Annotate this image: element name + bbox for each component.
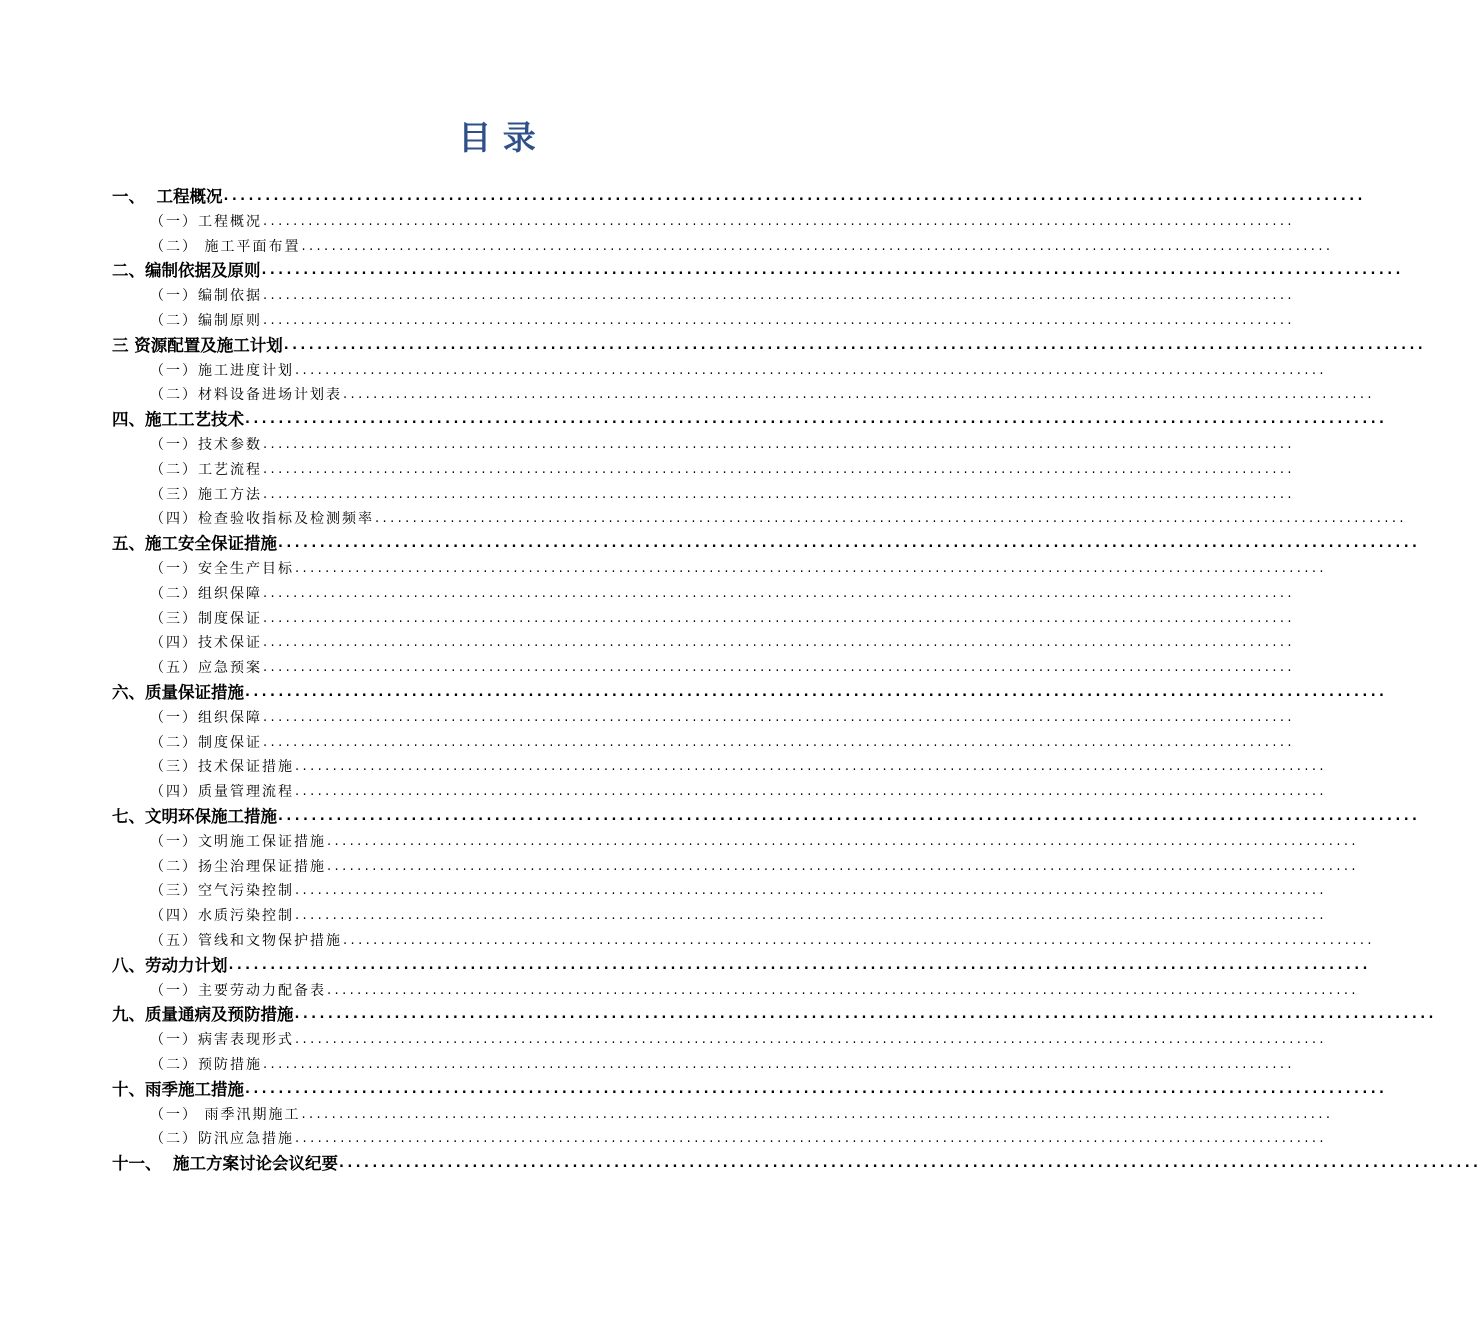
toc-entry-label: 五、施工安全保证措施 [112,534,277,554]
toc-entry-label: （一）主要劳动力配备表 [150,982,326,999]
toc-dot-leader: ......................................................................................................................................... [278,536,1421,552]
toc-dot-leader: ......................................................................................................................................... [327,833,1359,849]
toc-entry[interactable] [150,482,1295,506]
toc-dot-leader: ......................................................................................................................................... [261,263,1404,279]
toc-entry-label: 七、文明环保施工措施 [112,807,277,826]
toc-entry[interactable] [150,1027,1327,1051]
toc-entry-label: （四）技术保证 [150,635,262,652]
toc-entry-label: （一）施工进度计划 [150,362,294,379]
toc-entry[interactable] [112,1151,1481,1175]
toc-dot-leader: ......................................................................................................................................... [223,189,1366,204]
toc-dot-leader: ......................................................................................................................................... [263,660,1295,676]
toc-subsection[interactable] [0,506,1407,530]
toc-entry-label: （三）空气污染控制 [150,883,294,900]
toc-entry-label: （一） 雨季汛期施工 [150,1106,301,1123]
toc-section[interactable] [0,258,1404,282]
toc-entry[interactable] [150,358,1327,382]
toc-entry-label: （二）工艺流程 [150,461,262,478]
toc-entry[interactable] [112,258,1404,282]
toc-entry[interactable] [150,754,1327,778]
toc-entry[interactable] [150,457,1295,481]
toc-dot-leader: ......................................................................................................................................... [263,709,1295,725]
toc-entry[interactable] [150,283,1295,307]
toc-entry[interactable] [112,333,1427,357]
toc-entry[interactable] [112,184,1366,208]
toc-entry[interactable] [150,730,1295,754]
toc-subsection[interactable] [0,1027,1327,1051]
toc-entry[interactable] [150,978,1359,1002]
toc-entry-label: 四、施工工艺技术 [112,410,244,430]
toc-dot-leader: ......................................................................................................................................... [263,635,1295,651]
toc-subsection[interactable] [0,581,1295,605]
toc-dot-leader: ......................................................................................................................................... [295,1032,1327,1048]
toc-entry-label: 六、质量保证措施 [112,683,244,702]
toc-entry-label: （二）组织保障 [150,585,262,602]
toc-subsection[interactable] [0,705,1295,729]
toc-dot-leader: ......................................................................................................................................... [301,1106,1334,1122]
toc-subsection[interactable] [0,878,1327,902]
toc-dot-leader: ......................................................................................................................................... [263,486,1295,502]
toc-section[interactable] [0,1077,1388,1101]
toc-dot-leader: ......................................................................................................................................... [263,288,1295,304]
toc-dot-leader: ......................................................................................................................................... [339,1156,1481,1172]
toc-dot-leader: ......................................................................................................................................... [283,337,1427,353]
toc-entry-label: 二、编制依据及原则 [112,261,261,281]
toc-dot-leader: ......................................................................................................................................... [263,313,1295,328]
toc-dot-leader: ......................................................................................................................................... [295,1131,1327,1147]
toc-entry[interactable] [112,407,1388,431]
toc-dot-leader: ......................................................................................................................................... [295,908,1327,924]
toc-entry[interactable] [112,1002,1437,1026]
toc-dot-leader: ......................................................................................................................................... [327,982,1359,998]
toc-entry-label: （一）工程概况 [150,213,262,230]
toc-subsection[interactable] [0,1102,1334,1126]
toc-entry[interactable] [150,234,1334,258]
toc-subsection[interactable] [0,854,1359,878]
toc-section[interactable] [0,1151,1481,1175]
toc-entry[interactable] [112,1077,1388,1101]
page-title: 目 录 [458,118,536,157]
toc-dot-leader: ......................................................................................................................................... [343,933,1375,948]
toc-entry-label: （二） 施工平面布置 [150,238,301,255]
toc-entry-label: （二）制度保证 [150,734,262,751]
toc-section[interactable] [0,184,1366,208]
toc-subsection[interactable] [0,903,1327,927]
toc-dot-leader: ......................................................................................................................................... [343,387,1375,403]
toc-subsection[interactable] [0,1126,1327,1150]
toc-entry-label: （二）预防措施 [150,1057,262,1073]
toc-entry[interactable] [112,804,1421,828]
toc-entry[interactable] [112,531,1421,555]
toc-subsection[interactable] [0,779,1327,803]
toc-entry-label: （二）材料设备进场计划表 [150,387,342,404]
toc-subsection[interactable] [0,457,1295,481]
toc-section[interactable] [0,1002,1437,1026]
toc-entry[interactable] [150,382,1375,406]
toc-dot-leader: ......................................................................................................................................... [295,759,1327,775]
toc-entry[interactable] [150,878,1327,902]
toc-dot-leader: ......................................................................................................................................... [263,1057,1295,1072]
toc-entry[interactable] [150,779,1327,803]
toc-entry-label: （三）技术保证措施 [150,759,294,776]
toc-section[interactable] [0,531,1421,555]
toc-entry[interactable] [150,506,1407,530]
toc-entry-label: （三）施工方法 [150,486,262,503]
toc-subsection[interactable] [0,829,1359,853]
toc-entry-label: （四）质量管理流程 [150,784,294,801]
toc-entry-label: 八、劳动力计划 [112,955,228,975]
toc-entry-label: 一、 工程概况 [112,187,223,206]
toc-subsection[interactable] [0,606,1295,630]
toc-dot-leader: ......................................................................................................................................... [263,461,1295,477]
toc-subsection[interactable] [0,630,1295,654]
toc-dot-leader: ......................................................................................................................................... [301,238,1334,254]
toc-dot-leader: ......................................................................................................................................... [245,412,1388,428]
toc-section[interactable] [0,407,1388,431]
toc-dot-leader: ......................................................................................................................................... [228,957,1371,973]
toc-entry-label: （三）制度保证 [150,610,262,627]
toc-entry-label: （二）编制原则 [150,313,262,329]
toc-subsection[interactable] [0,655,1295,679]
toc-subsection[interactable] [0,754,1327,778]
toc-entry[interactable] [150,903,1327,927]
toc-entry-label: （一）文明施工保证措施 [150,833,326,850]
toc-entry-label: （一）安全生产目标 [150,561,294,577]
toc-subsection[interactable] [0,730,1295,754]
toc-entry-label: 十、雨季施工措施 [112,1079,244,1099]
toc-entry[interactable] [150,829,1359,853]
toc-section[interactable] [0,804,1421,828]
toc-entry[interactable] [150,1052,1295,1076]
toc-subsection[interactable] [0,482,1295,506]
toc-subsection[interactable] [0,1052,1295,1076]
toc-entry[interactable] [150,606,1295,630]
toc-section[interactable] [0,680,1388,704]
toc-entry-label: （五）管线和文物保护措施 [150,933,342,949]
toc-subsection[interactable] [0,978,1359,1002]
toc-dot-leader: ......................................................................................................................................... [295,362,1327,378]
toc-section[interactable] [0,953,1371,977]
toc-entry[interactable] [150,209,1295,233]
toc-entry-label: （四）检查验收指标及检测频率 [150,511,374,528]
toc-entry[interactable] [150,1102,1334,1126]
toc-entry[interactable] [150,308,1295,332]
toc-subsection[interactable] [0,358,1327,382]
toc-subsection[interactable] [0,432,1295,456]
toc-entry-label: 十一、 施工方案讨论会议纪要 [112,1154,338,1174]
toc-dot-leader: ......................................................................................................................................... [263,610,1295,626]
toc-entry-label: （四）水质污染控制 [150,908,294,925]
toc-entry-label: （一）组织保障 [150,709,262,726]
toc-entry-label: （一）技术参数 [150,437,262,453]
toc-dot-leader: ......................................................................................................................................... [245,1081,1388,1097]
toc-entry[interactable] [150,581,1295,605]
toc-entry[interactable] [150,1126,1327,1150]
toc-dot-leader: ......................................................................................................................................... [263,437,1295,452]
toc-dot-leader: ......................................................................................................................................... [263,585,1295,601]
toc-subsection[interactable] [0,234,1334,258]
toc-entry-label: （一）编制依据 [150,288,262,305]
toc-entry[interactable] [150,705,1295,729]
toc-entry-label: 九、质量通病及预防措施 [112,1005,294,1025]
toc-subsection[interactable] [0,382,1375,406]
toc-subsection[interactable] [0,283,1295,307]
toc-entry[interactable] [150,655,1295,679]
toc-entry-label: （一）病害表现形式 [150,1032,294,1049]
toc-entry-label: （二）扬尘治理保证措施 [150,858,326,875]
toc-entry-label: （五）应急预案 [150,660,262,677]
toc-entry[interactable] [150,630,1295,654]
toc-dot-leader: ......................................................................................................................................... [295,883,1327,899]
toc-dot-leader: ......................................................................................................................................... [295,784,1327,800]
toc-subsection[interactable] [0,308,1295,332]
toc-entry[interactable] [150,854,1359,878]
toc-entry[interactable] [150,432,1295,456]
toc-dot-leader: ......................................................................................................................................... [278,809,1421,824]
toc-entry-label: 三 资源配置及施工计划 [112,335,283,355]
toc-dot-leader: ......................................................................................................................................... [245,685,1388,700]
toc-subsection[interactable] [0,928,1375,952]
toc-dot-leader: ......................................................................................................................................... [294,1007,1437,1023]
toc-dot-leader: ......................................................................................................................................... [295,561,1327,576]
toc-section[interactable] [0,333,1427,357]
toc-entry[interactable] [150,928,1375,952]
toc-dot-leader: ......................................................................................................................................... [263,213,1295,229]
toc-entry[interactable] [112,953,1371,977]
toc-dot-leader: ......................................................................................................................................... [375,511,1407,527]
toc-entry[interactable] [150,556,1327,580]
toc-entry[interactable] [112,680,1388,704]
toc-subsection[interactable] [0,556,1327,580]
toc-dot-leader: ......................................................................................................................................... [327,858,1359,874]
toc-dot-leader: ......................................................................................................................................... [263,734,1295,750]
toc-subsection[interactable] [0,209,1295,233]
toc-entry-label: （二）防汛应急措施 [150,1131,294,1148]
